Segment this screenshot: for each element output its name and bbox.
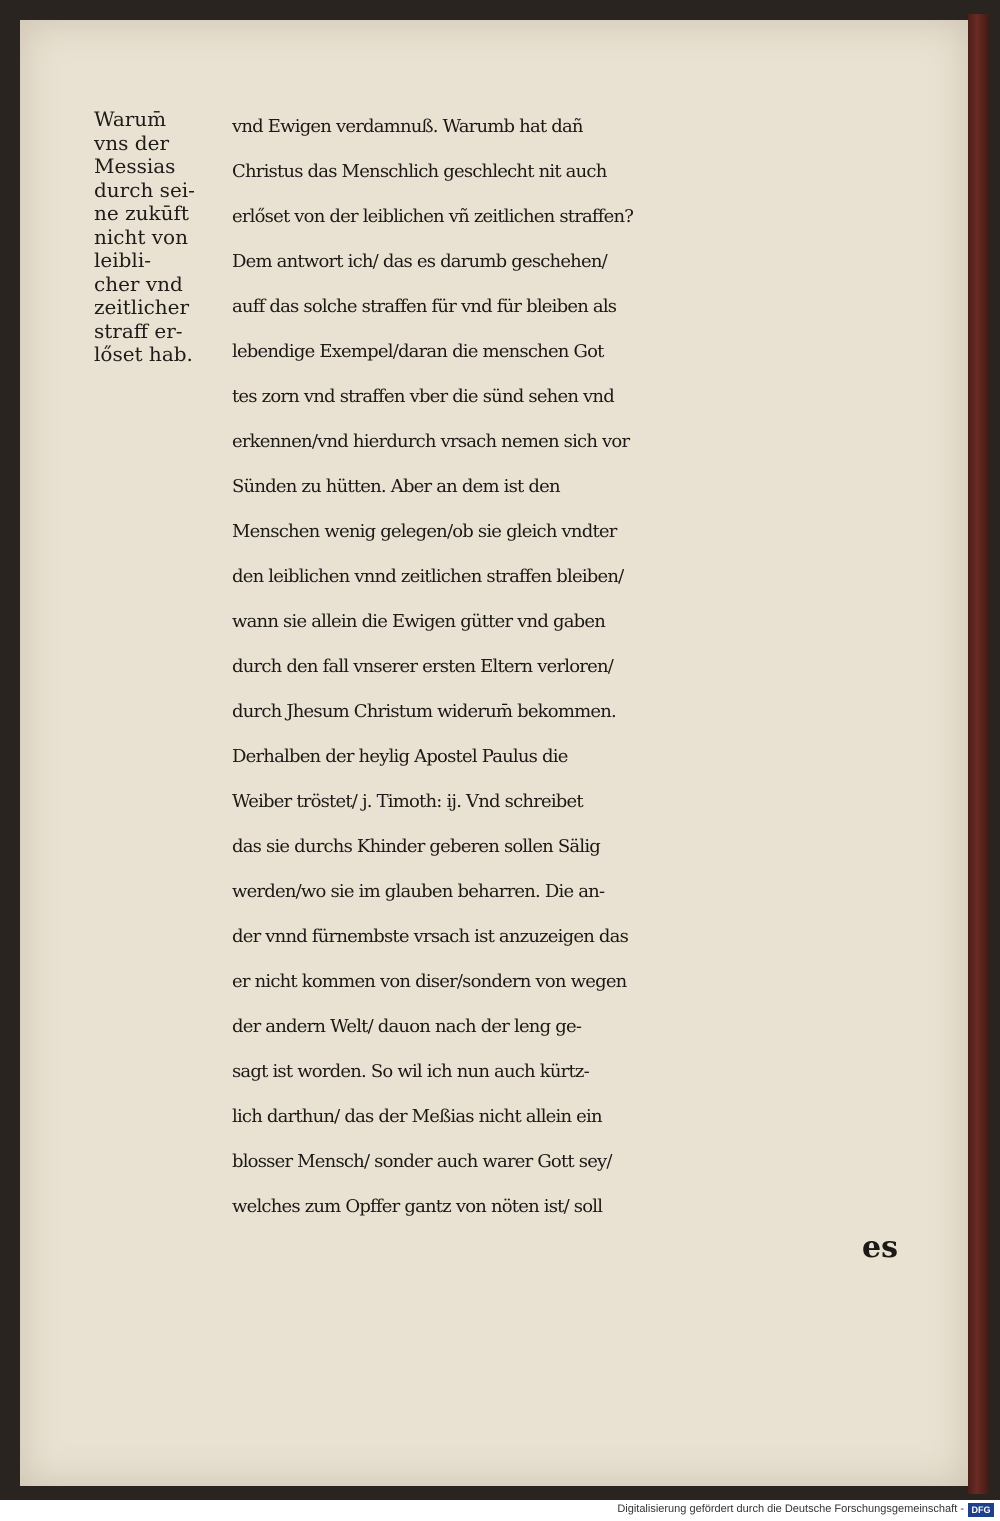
text-line: lebendige Exempel/daran die menschen Got: [232, 341, 604, 362]
margin-note-line: ne zukūft: [94, 201, 189, 225]
text-line: durch den fall vnserer ersten Eltern verloren/: [232, 656, 613, 677]
text-line: Menschen wenig gelegen/ob sie gleich vndter: [232, 521, 617, 542]
text-line: Sünden zu hütten. Aber an dem ist den: [232, 476, 560, 497]
margin-note-line: cher vnd: [94, 271, 183, 296]
margin-note-line: straff er-: [94, 318, 183, 343]
margin-note-line: Warum̄: [94, 107, 167, 131]
text-line: der andern Welt/ dauon nach der leng ge-: [232, 1016, 582, 1037]
book-edge: [968, 14, 990, 1494]
margin-note-line: lőset hab.: [94, 342, 193, 366]
margin-note-line: nicht von: [94, 224, 188, 249]
text-line: Weiber tröstet/ j. Timoth: ij. Vnd schreibet: [232, 791, 583, 812]
text-line: Dem antwort ich/ das es darumb geschehen/: [232, 251, 607, 272]
text-line: Christus das Menschlich geschlecht nit auch: [232, 161, 607, 182]
text-line: auff das solche straffen für vnd für bleiben als: [232, 296, 617, 317]
margin-note-line: Messias: [94, 154, 176, 178]
margin-note-line: leibli-: [94, 248, 151, 272]
text-line: erlőset von der leiblichen vñ zeitlichen straffen?: [232, 206, 634, 227]
text-line: durch Jhesum Christum widerum̄ bekommen.: [232, 701, 616, 722]
margin-note-line: vns der: [94, 130, 169, 155]
text-line: sagt ist worden. So wil ich nun auch kürtz-: [232, 1061, 589, 1082]
text-line: wann sie allein die Ewigen gütter vnd gaben: [232, 611, 606, 632]
text-line: blosser Mensch/ sonder auch warer Gott sey/: [232, 1151, 612, 1172]
text-line: welches zum Opffer gantz von nöten ist/ soll: [232, 1196, 603, 1217]
text-line: den leiblichen vnnd zeitlichen straffen bleiben/: [232, 566, 624, 587]
text-line: das sie durchs Khinder geberen sollen Sälig: [232, 836, 600, 857]
text-line: erkennen/vnd hierdurch vrsach nemen sich vor: [232, 431, 630, 452]
text-line: Derhalben der heylig Apostel Paulus die: [232, 746, 568, 767]
text-line: lich darthun/ das der Meßias nicht allein ein: [232, 1106, 602, 1127]
text-line: er nicht kommen von diser/sondern von wegen: [232, 971, 627, 992]
dfg-logo: DFG: [968, 1503, 994, 1517]
body-text: [232, 104, 922, 1229]
text-line: vnd Ewigen verdamnuß. Warumb hat dañ: [232, 116, 583, 137]
text-line: der vnnd fürnembste vrsach ist anzuzeigen das: [232, 926, 629, 947]
text-line: tes zorn vnd straffen vber die sünd sehen vnd: [232, 386, 614, 407]
text-line: werden/wo sie im glauben beharren. Die an-: [232, 881, 605, 902]
margin-note: [94, 108, 244, 367]
margin-note-line: durch sei-: [94, 177, 195, 202]
margin-note-line: zeitlicher: [94, 295, 190, 319]
catchword: es: [862, 1230, 898, 1265]
footer-credit: Digitalisierung gefördert durch die Deutsche Forschungsgemeinschaft -: [617, 1503, 964, 1515]
